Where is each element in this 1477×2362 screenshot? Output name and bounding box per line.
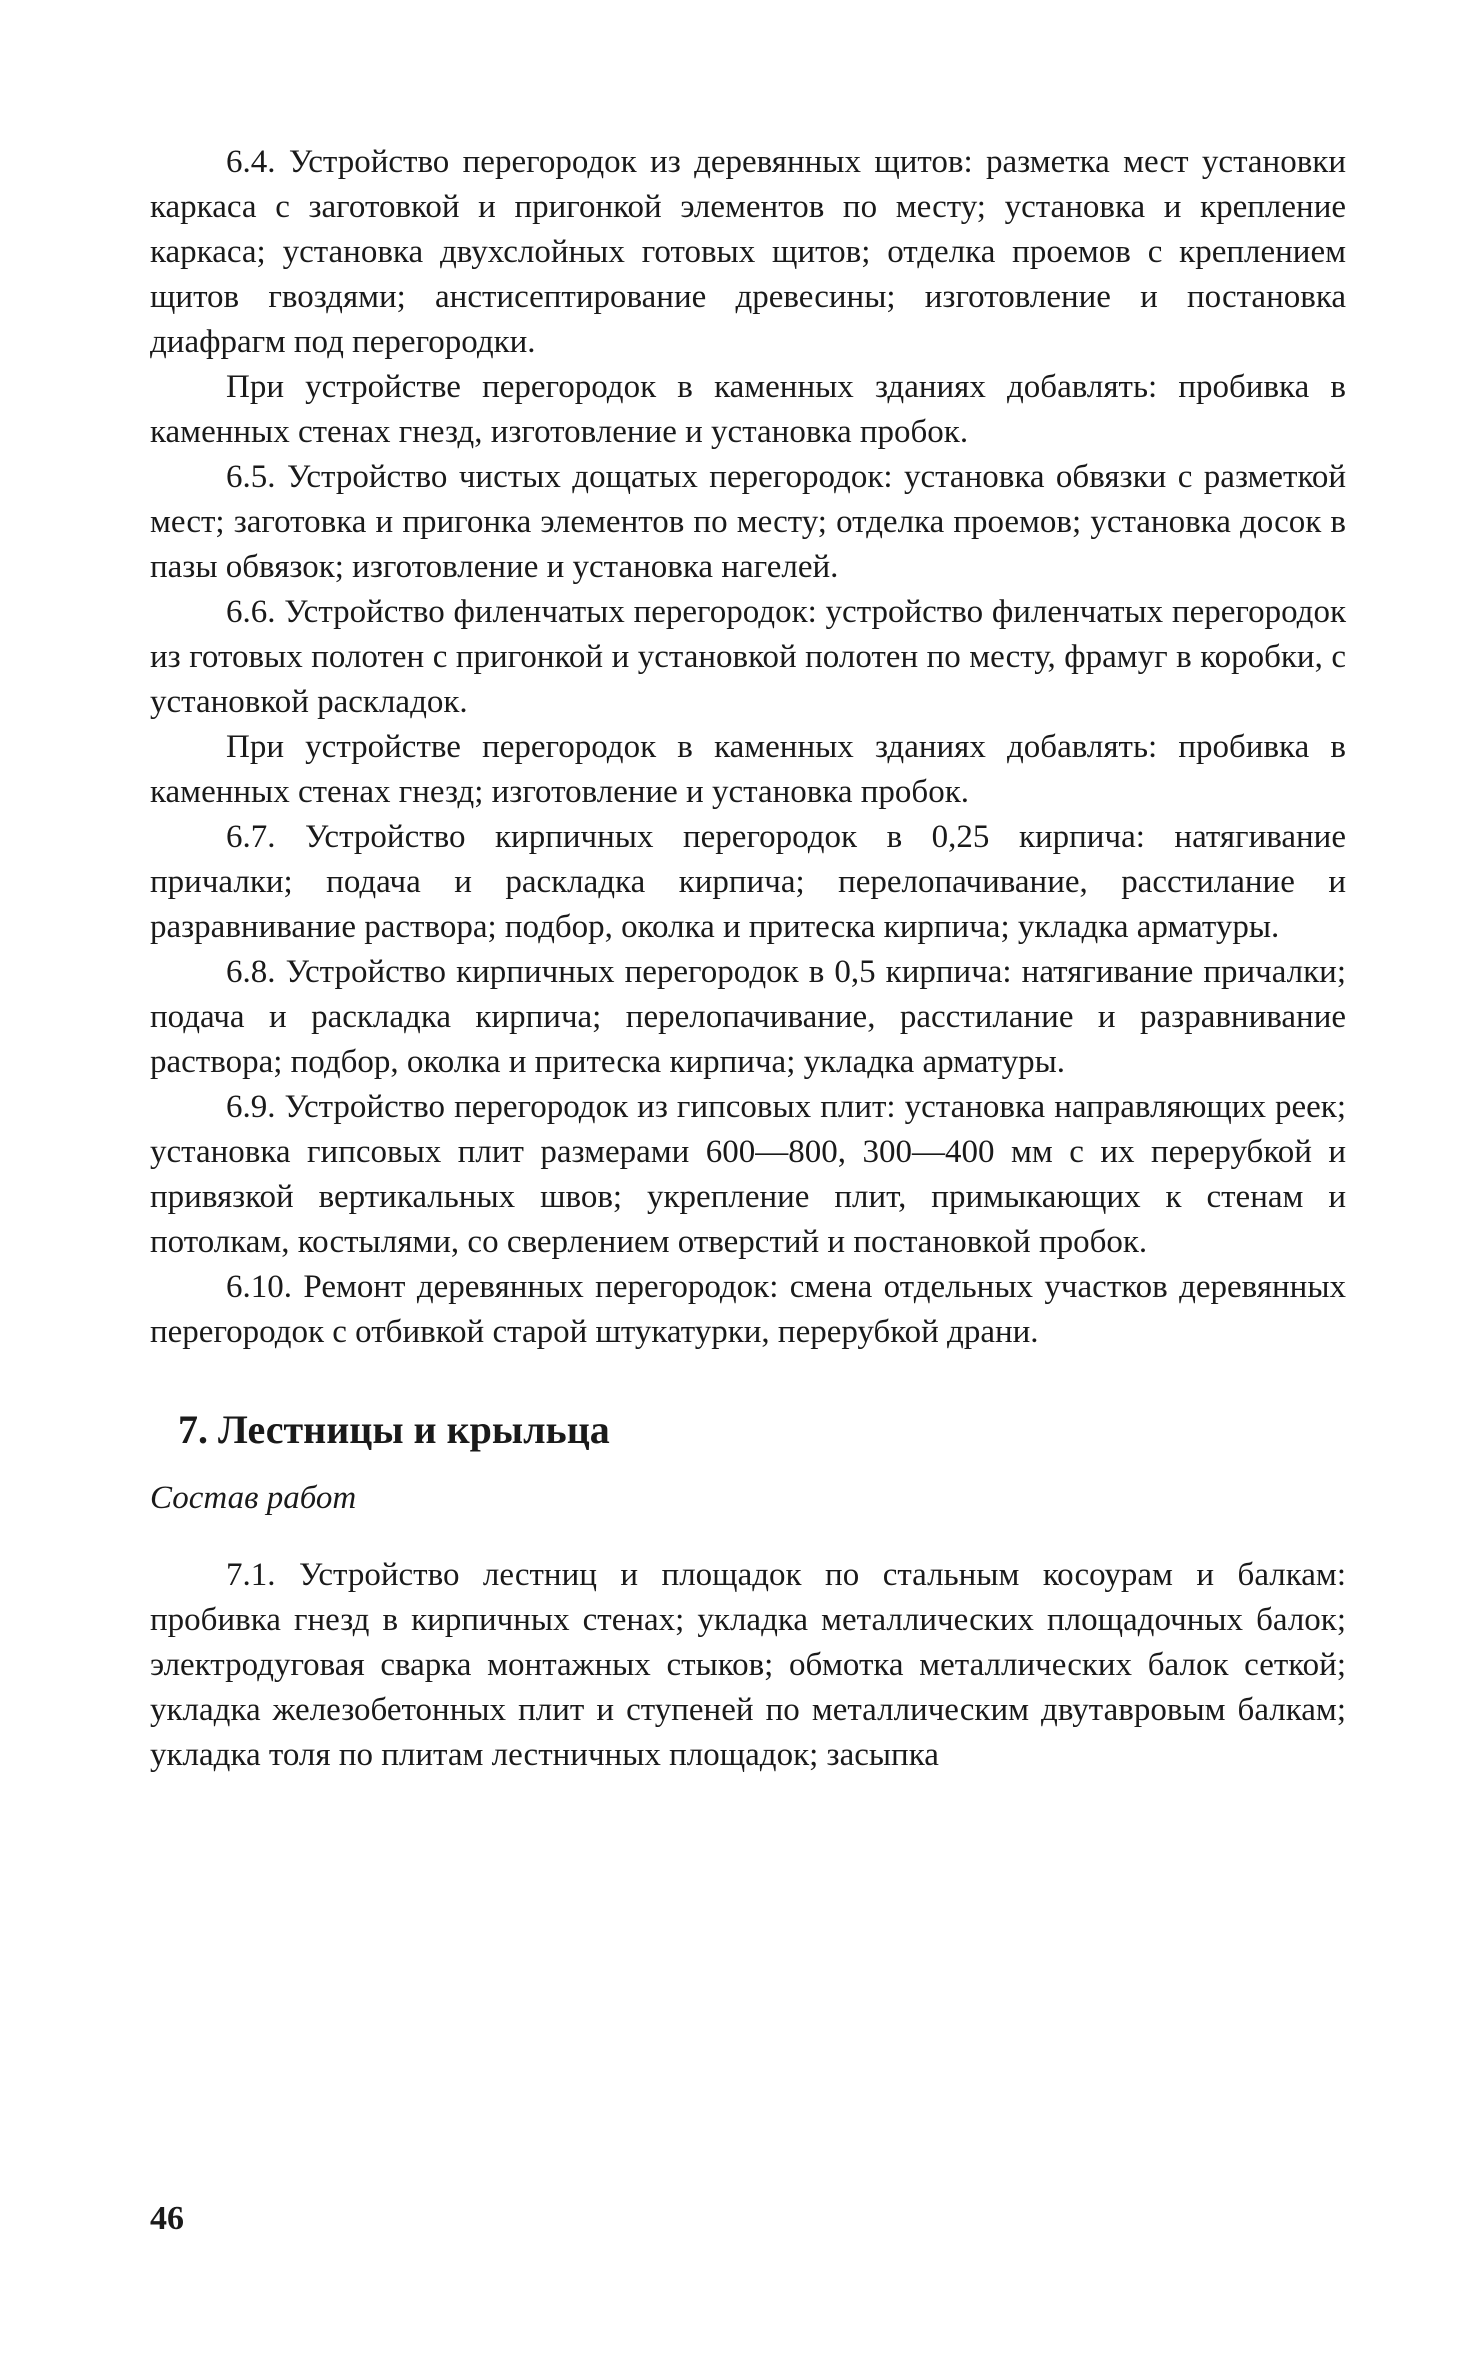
section-heading: 7. Лестницы и крыльца <box>178 1407 610 1452</box>
page-number: 46 <box>150 2200 184 2237</box>
paragraph-6-4: 6.4. Устройство перегородок из деревянных щитов: разметка мест установки каркаса с заготовкой и пригонкой элементов по месту; установка и крепление каркаса; установка двухслойных готовых щитов; отделка проемов с креплением щитов гвоздями; анстисептирование древесины; изготовление и постановка диафрагм под перегородки. <box>150 144 1346 360</box>
section-subheading: Состав работ <box>150 1480 357 1516</box>
paragraph-6-6: 6.6. Устройство филенчатых перегородок: устройство филенчатых перегородок из готовых полотен с пригонкой и установкой полотен по месту, фрамуг в коробки, с установкой раскладок. <box>150 594 1346 720</box>
paragraph-6-10: 6.10. Ремонт деревянных перегородок: смена отдельных участков деревянных перегородок с отбивкой старой штукатурки, перерубкой драни. <box>150 1269 1346 1350</box>
paragraph-6-7: 6.7. Устройство кирпичных перегородок в 0,25 кирпича: натягивание причалки; подача и раскладка кирпича; перелопачивание, расстилание и разравнивание раствора; подбор, околка и притеска кирпича; укладка арматуры. <box>150 819 1346 945</box>
paragraph-6-4-addition: При устройстве перегородок в каменных зданиях добавлять: пробивка в каменных стенах гнезд, изготовление и установка пробок. <box>150 369 1346 450</box>
paragraph-7-1: 7.1. Устройство лестниц и площадок по стальным косоурам и балкам: пробивка гнезд в кирпичных стенах; укладка металлических площадочных балок; электродуговая сварка монтажных стыков; обмотка металлических балок сеткой; укладка железобетонных плит и ступеней по металлическим двутавровым балкам; укладка толя по плитам лестничных площадок; засыпка <box>150 1557 1346 1773</box>
paragraph-6-6-addition: При устройстве перегородок в каменных зданиях добавлять: пробивка в каменных стенах гнезд; изготовление и установка пробок. <box>150 729 1346 810</box>
page-body <box>150 140 1346 1778</box>
paragraph-6-8: 6.8. Устройство кирпичных перегородок в 0,5 кирпича: натягивание причалки; подача и раскладка кирпича; перелопачивание, расстилание и разравнивание раствора; подбор, околка и притеска кирпича; укладка арматуры. <box>150 954 1346 1080</box>
paragraph-6-5: 6.5. Устройство чистых дощатых перегородок: установка обвязки с разметкой мест; заготовка и пригонка элементов по месту; отделка проемов; установка досок в пазы обвязок; изготовление и установка нагелей. <box>150 459 1346 585</box>
spacer <box>150 1521 1346 1553</box>
paragraph-6-9: 6.9. Устройство перегородок из гипсовых плит: установка направляющих реек; установка гипсовых плит размерами 600—800, 300—400 мм с их перерубкой и привязкой вертикальных швов; укрепление плит, примыкающих к стенам и потолкам, костылями, со сверлением отверстий и постановкой пробок. <box>150 1089 1346 1260</box>
